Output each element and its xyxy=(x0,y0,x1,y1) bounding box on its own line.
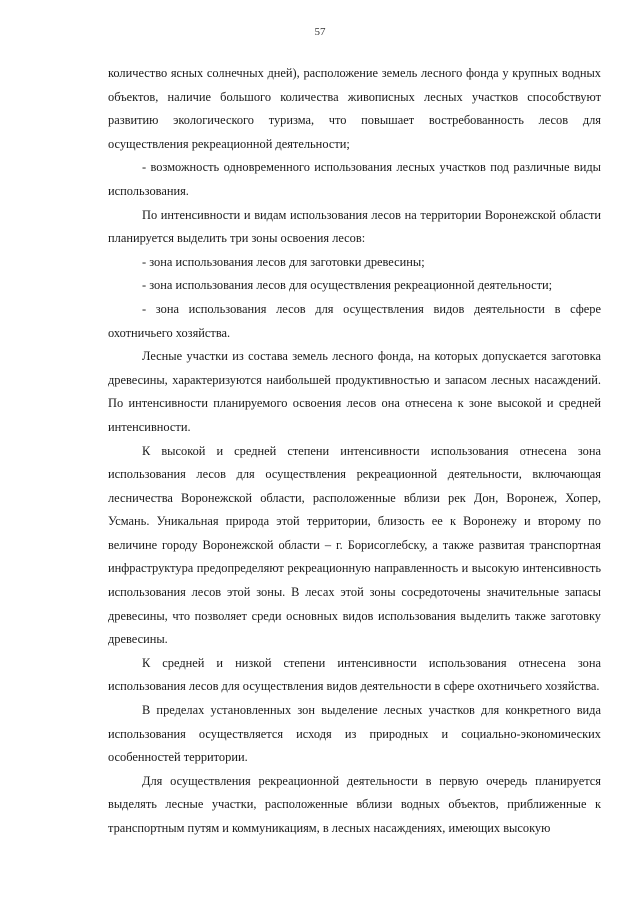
list-item-zone-recreation: - зона использования лесов для осуществления рекреационной деятельности; xyxy=(142,278,553,293)
list-item-simultaneous-use: - возможность одновременного использования лесных участков под различные виды использования. xyxy=(108,160,601,198)
paragraph-timber-zone: Лесные участки из состава земель лесного фонда, на которых допускается заготовка древесины, характеризуются наибольшей продуктивностью и запасом лесных насаждений. По интенсивности планируемого освоения лесов она отнесена к зоне высокой и средней интенсивности. xyxy=(108,349,601,434)
list-item-zone-hunting: - зона использования лесов для осуществления видов деятельности в сфере охотничьего хозяйства. xyxy=(108,301,601,340)
document-body xyxy=(108,62,601,841)
list-item-zone-timber: - зона использования лесов для заготовки древесины; xyxy=(142,254,425,269)
page-number: 57 xyxy=(314,26,326,38)
paragraph-hunting-zone: К средней и низкой степени интенсивности использования отнесена зона использования лесов для осуществления видов деятельности в сфере охотничьего хозяйства. xyxy=(108,655,601,694)
paragraph-recreation-allocation: Для осуществления рекреационной деятельности в первую очередь планируется выделять лесные участки, расположенные вблизи водных объектов, приближенные к транспортным путям и коммуникациям, в лесных насаждениях, имеющих высокую xyxy=(108,773,601,835)
paragraph-continuation: количество ясных солнечных дней), расположение земель лесного фонда у крупных водных объектов, наличие большого количества живописных лесных участков способствуют развитию экологического туризма, что повышает востребованность лесов для осуществления рекреационной деятельности; xyxy=(108,66,601,151)
paragraph-allocation: В пределах установленных зон выделение лесных участков для конкретного вида использования осуществляется исходя из природных и социально-экономических особенностей территории. xyxy=(108,703,601,765)
paragraph-zones-intro: По интенсивности и видам использования лесов на территории Воронежской области планируется выделить три зоны освоения лесов: xyxy=(108,207,601,246)
paragraph-recreation-zone: К высокой и средней степени интенсивности использования отнесена зона использования лесов для осуществления рекреационной деятельности, включающая лесничества Воронежской области, расположенные вблизи рек Дон, Воронеж, Хопер, Усмань. Уникальная природа этой территории, близость ее к Воронежу и второму по величине городу Воронежской области – г. Борисоглебску, а также развитая транспортная инфраструктура предопределяют рекреационную направленность и высокую интенсивность использования лесов этой зоны. В лесах этой зоны сосредоточены значительные запасы древесины, что позволяет среди основных видов использования выделить также заготовку древесины. xyxy=(108,443,601,647)
